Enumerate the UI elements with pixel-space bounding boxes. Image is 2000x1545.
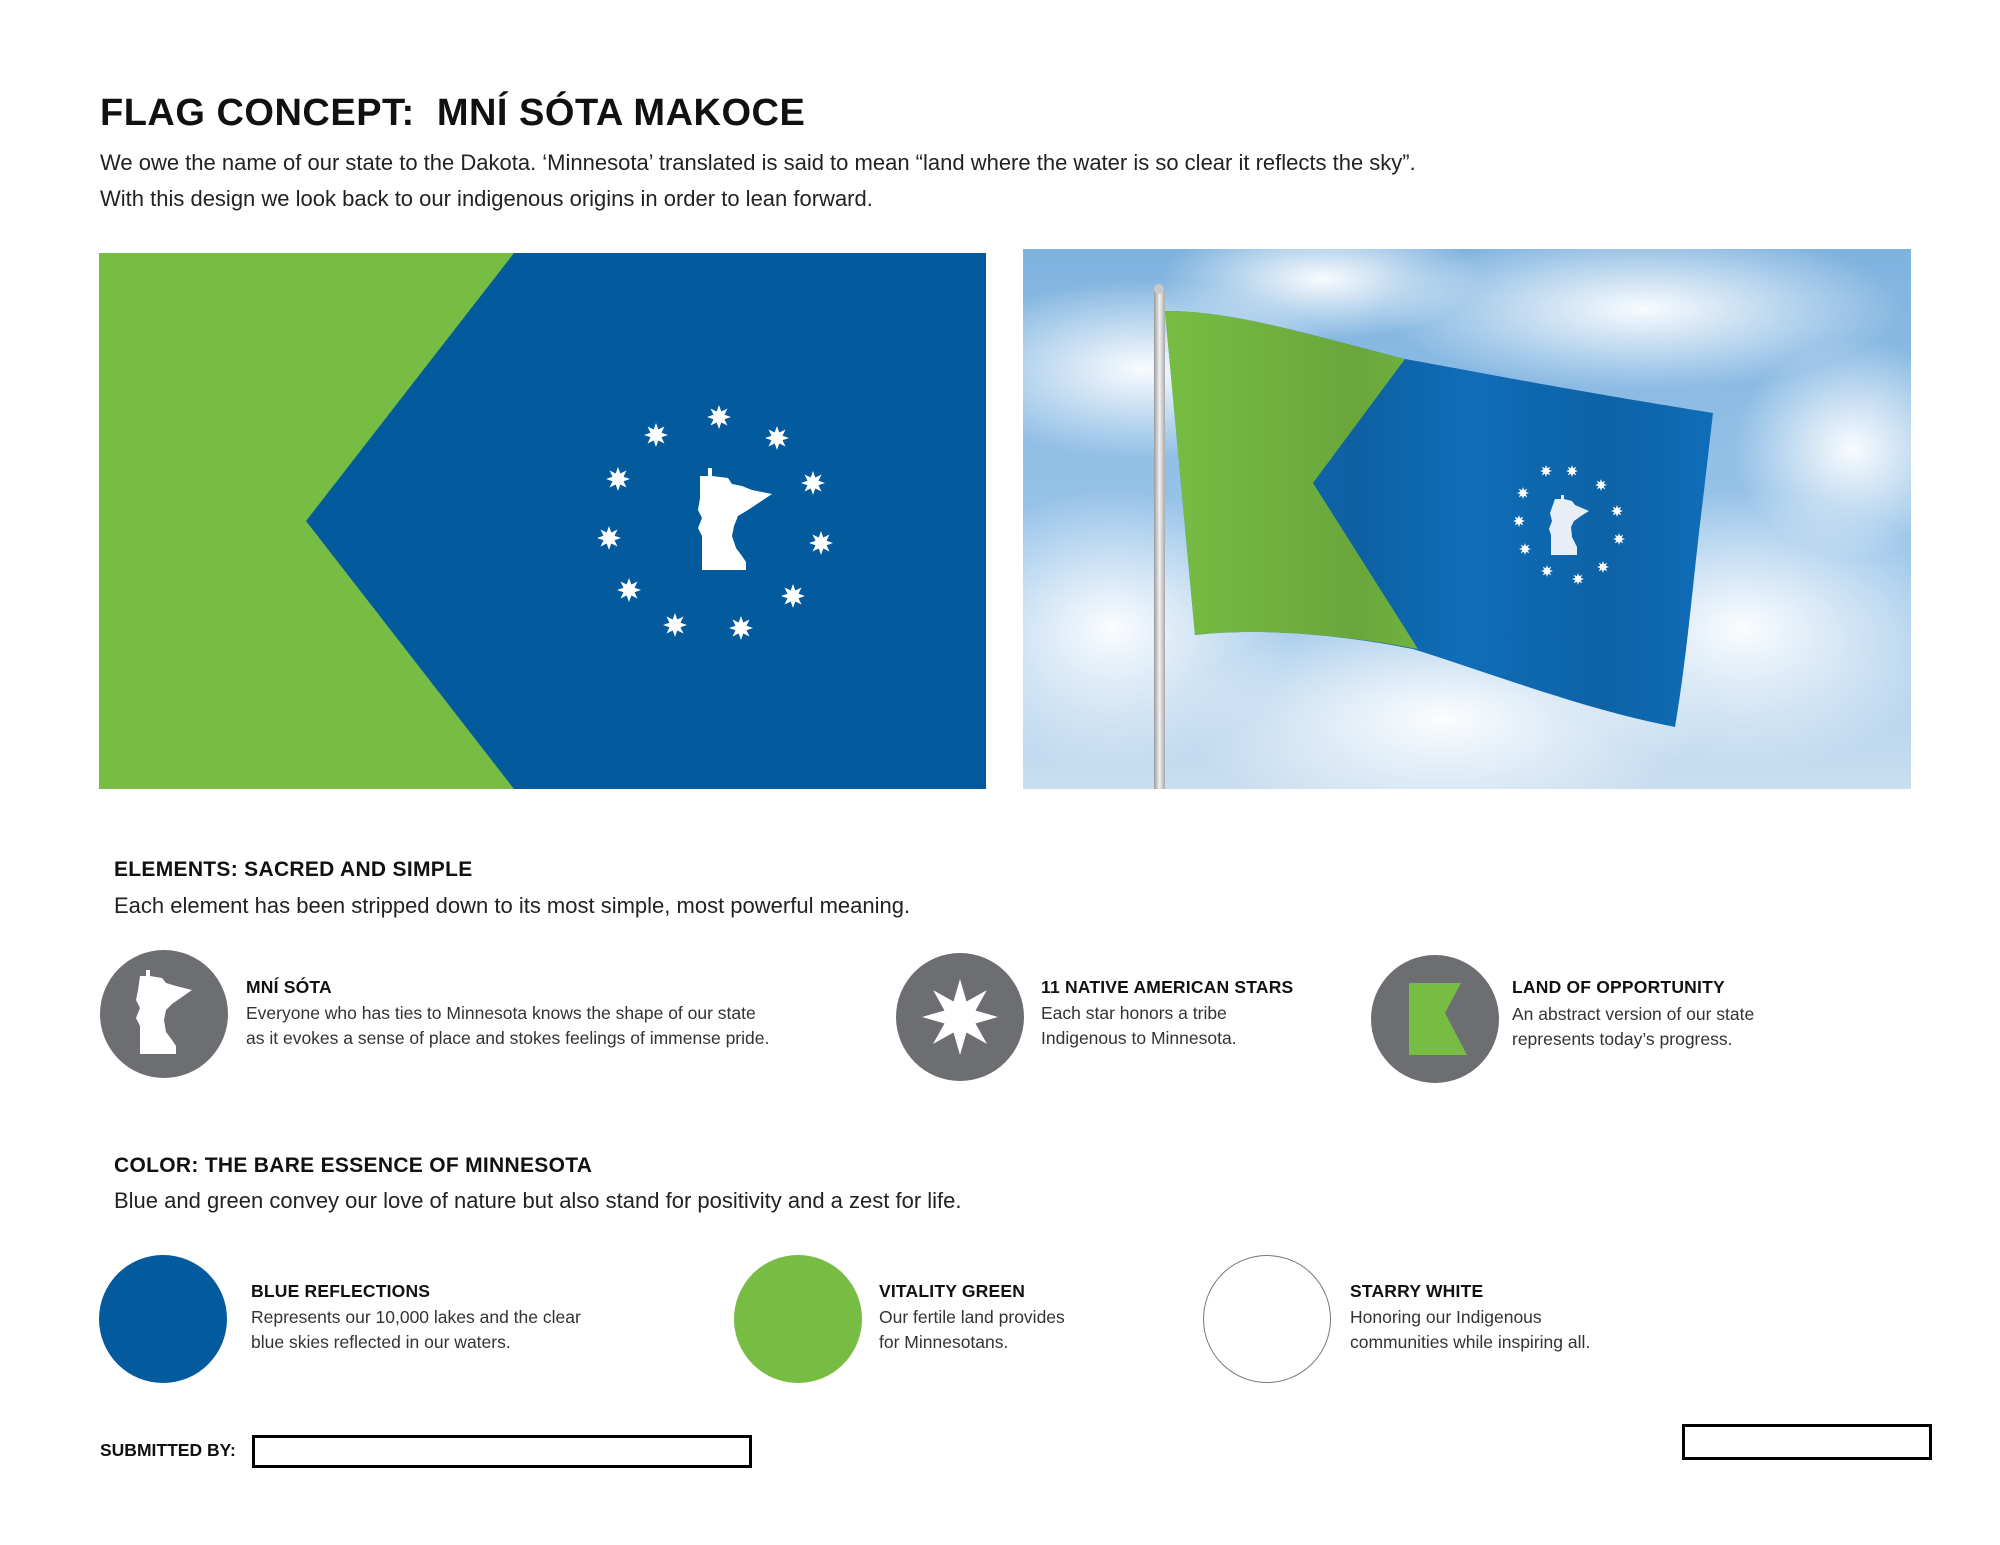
color-title-green: VITALITY GREEN [879, 1281, 1026, 1301]
page-title: FLAG CONCEPT: MNÍ SÓTA MAKOCE [100, 92, 806, 134]
color-title-white: STARRY WHITE [1350, 1281, 1484, 1301]
element-desc-line: Everyone who has ties to Minnesota knows the shape of our state [246, 1003, 756, 1023]
swatch-green [734, 1255, 862, 1383]
color-desc-line: Represents our 10,000 lakes and the clear [251, 1307, 581, 1327]
intro-text [100, 145, 1416, 217]
element-desc-line: An abstract version of our state [1512, 1004, 1755, 1024]
element-desc-line: as it evokes a sense of place and stokes feelings of immense pride. [246, 1028, 770, 1048]
color-desc-line: communities while inspiring all. [1350, 1332, 1591, 1352]
element-desc-land [1512, 1002, 1754, 1052]
chevron-land-icon [1371, 955, 1499, 1083]
flagpole [1154, 291, 1165, 789]
color-heading: COLOR: THE BARE ESSENCE OF MINNESOTA [114, 1154, 593, 1177]
flag-flat-illustration [99, 253, 986, 789]
swatch-blue [99, 1255, 227, 1383]
element-desc-line: Each star honors a tribe [1041, 1003, 1227, 1023]
intro-line-2: With this design we look back to our indigenous origins in order to lean forward. [100, 186, 873, 211]
color-desc-blue [251, 1305, 581, 1355]
color-desc-line: blue skies reflected in our waters. [251, 1332, 511, 1352]
submitted-by-label: SUBMITTED BY: [100, 1440, 236, 1460]
elements-subtitle: Each element has been stripped down to its most simple, most powerful meaning. [114, 893, 911, 918]
flag-waving-photo [1023, 249, 1911, 789]
swatch-white [1203, 1255, 1331, 1383]
color-title-blue: BLUE REFLECTIONS [251, 1281, 431, 1301]
color-subtitle: Blue and green convey our love of nature but also stand for positivity and a zest for life. [114, 1188, 962, 1213]
submitted-by-field[interactable] [252, 1435, 752, 1468]
element-title-stars: 11 NATIVE AMERICAN STARS [1041, 977, 1294, 997]
elements-heading: ELEMENTS: SACRED AND SIMPLE [114, 858, 473, 881]
element-desc-line: represents today’s progress. [1512, 1029, 1733, 1049]
minnesota-shape-icon [100, 950, 228, 1078]
element-desc-line: Indigenous to Minnesota. [1041, 1028, 1237, 1048]
color-desc-line: for Minnesotans. [879, 1332, 1009, 1352]
element-title-land: LAND OF OPPORTUNITY [1512, 977, 1725, 997]
color-desc-line: Our fertile land provides [879, 1307, 1065, 1327]
color-desc-white [1350, 1305, 1590, 1355]
star-icon [896, 953, 1024, 1081]
submission-id-box[interactable] [1682, 1424, 1932, 1460]
element-desc-mni-sota [246, 1001, 769, 1051]
color-desc-line: Honoring our Indigenous [1350, 1307, 1542, 1327]
element-title-mni-sota: MNÍ SÓTA [246, 977, 332, 997]
color-desc-green [879, 1305, 1065, 1355]
element-desc-stars [1041, 1001, 1237, 1051]
intro-line-1: We owe the name of our state to the Dakota. ‘Minnesota’ translated is said to mean “land where the water is so clear it reflects the sky”. [100, 150, 1416, 175]
